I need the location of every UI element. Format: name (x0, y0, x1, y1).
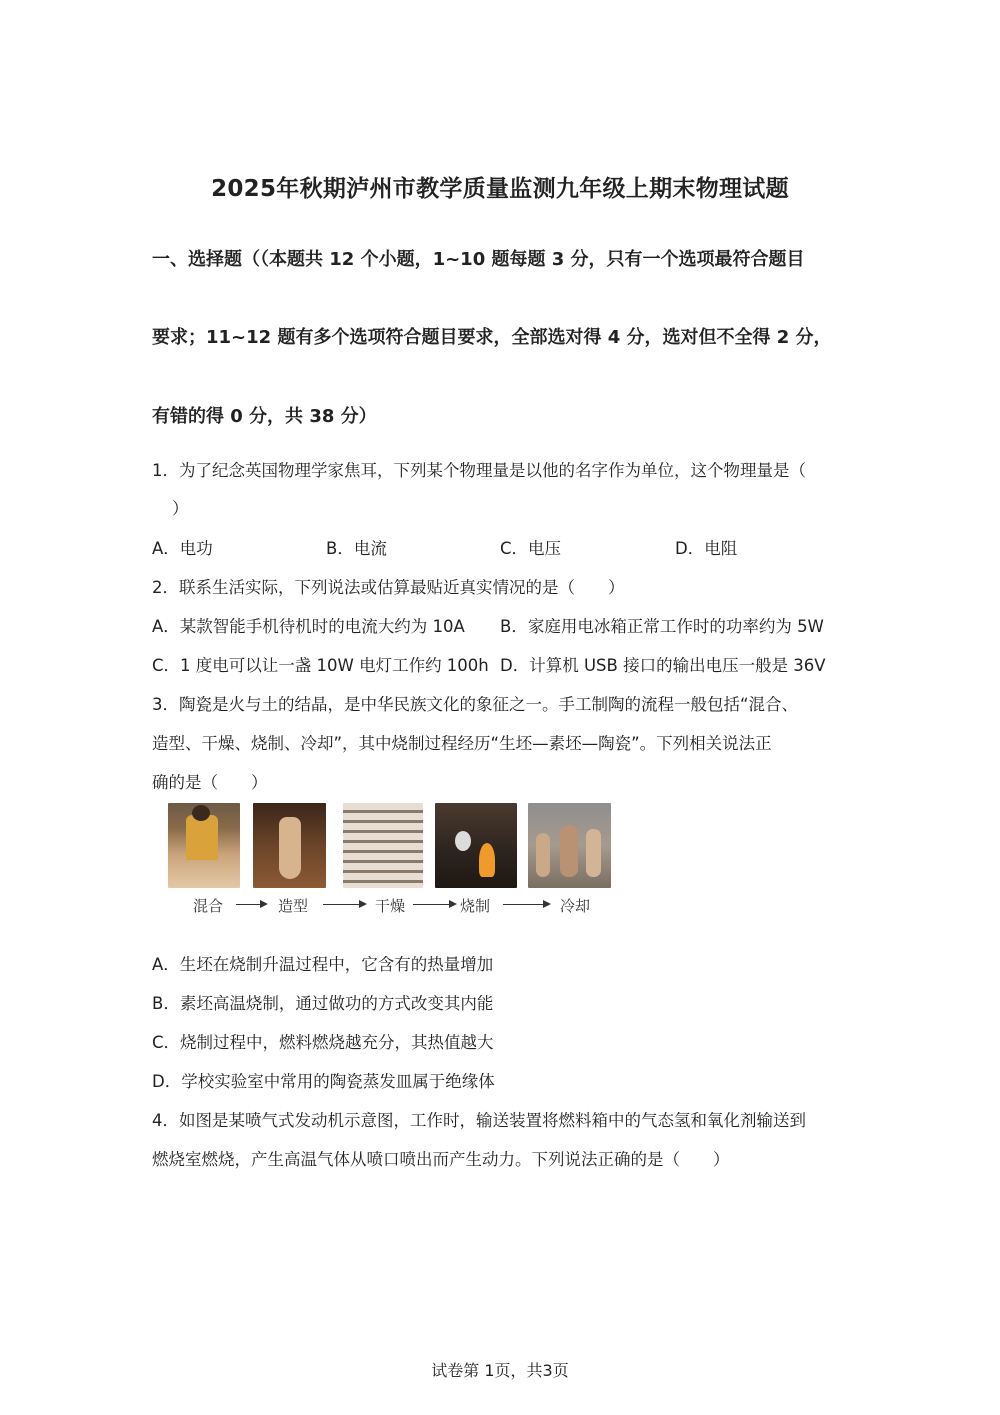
question-2-option-d: D．计算机 USB 接口的输出电压一般是 36V (500, 656, 826, 675)
question-4-stem-line-1: 4．如图是某喷气式发动机示意图，工作时，输送装置将燃料箱中的气态氢和氧化剂输送到 (152, 1111, 806, 1130)
question-1-stem-end: ） (172, 499, 189, 518)
arrow-3 (413, 904, 455, 905)
photo-shaping (253, 803, 326, 888)
page-title: 2025年秋期泸州市教学质量监测九年级上期末物理试题 (211, 176, 789, 202)
caption-shaping: 造型 (278, 897, 309, 915)
question-2-option-b: B．家庭用电冰箱正常工作时的功率约为 5W (500, 617, 824, 636)
question-4-stem-line-2: 燃烧室燃烧，产生高温气体从喷口喷出而产生动力。下列说法正确的是（ ） (152, 1150, 730, 1169)
arrow-2 (323, 904, 365, 905)
question-2-stem: 2．联系生活实际，下列说法或估算最贴近真实情况的是（ ） (152, 578, 625, 597)
caption-firing: 烧制 (460, 897, 491, 915)
photo-cooling (528, 803, 611, 888)
question-3-option-a: A．生坯在烧制升温过程中，它含有的热量增加 (152, 955, 494, 974)
page-footer: 试卷第 1页，共3页 (431, 1361, 569, 1380)
question-3-option-d: D．学校实验室中常用的陶瓷蒸发皿属于绝缘体 (152, 1072, 495, 1091)
question-3-stem-line-3: 确的是（ ） (152, 773, 268, 792)
section-heading-line-2: 要求；11~12 题有多个选项符合题目要求，全部选对得 4 分，选对但不全得 2 分， (152, 327, 832, 348)
section-heading-line-3: 有错的得 0 分，共 38 分） (152, 406, 377, 427)
caption-mixing: 混合 (193, 897, 224, 915)
section-heading-line-1: 一、选择题（（本题共 12 个小题，1~10 题每题 3 分，只有一个选项最符合题目 (152, 249, 805, 270)
question-1-option-b: B．电流 (326, 539, 387, 558)
question-3-stem-line-1: 3．陶瓷是火与土的结晶，是中华民族文化的象征之一。手工制陶的流程一般包括“混合、 (152, 695, 799, 714)
question-3-option-c: C．烧制过程中，燃料燃烧越充分，其热值越大 (152, 1033, 494, 1052)
question-3-option-b: B．素坯高温烧制，通过做功的方式改变其内能 (152, 994, 494, 1013)
caption-drying: 干燥 (375, 897, 406, 915)
question-2-option-c: C．1 度电可以让一盏 10W 电灯工作约 100h (152, 656, 489, 675)
photo-drying (343, 803, 423, 888)
arrow-1 (236, 904, 266, 905)
photo-firing (435, 803, 517, 888)
arrow-4 (503, 904, 549, 905)
pottery-process-figure (168, 803, 613, 918)
question-1-option-d: D．电阻 (675, 539, 738, 558)
caption-cooling: 冷却 (560, 897, 591, 915)
question-1-option-c: C．电压 (500, 539, 562, 558)
question-2-option-a: A．某款智能手机待机时的电流大约为 10A (152, 617, 465, 636)
photo-mixing (168, 803, 240, 888)
question-3-stem-line-2: 造型、干燥、烧制、冷却”，其中烧制过程经历“生坯—素坯—陶瓷”。下列相关说法正 (152, 734, 772, 753)
question-1-option-a: A．电功 (152, 539, 213, 558)
question-1-stem: 1．为了纪念英国物理学家焦耳，下列某个物理量是以他的名字作为单位，这个物理量是（ (152, 461, 806, 480)
